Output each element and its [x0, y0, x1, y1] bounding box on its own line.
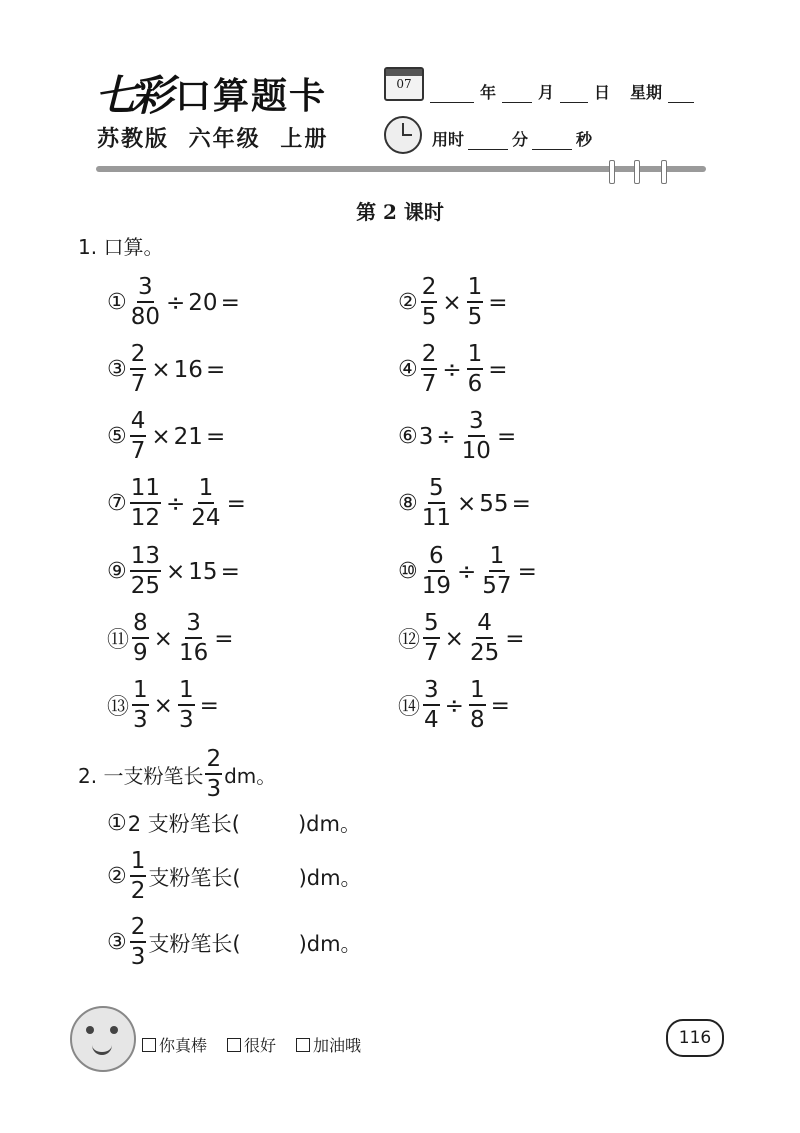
fraction: $\frac{3}{80}$	[130, 274, 161, 330]
answer-blank[interactable]	[240, 816, 298, 830]
fraction: $\frac{1}{57}$	[482, 543, 512, 599]
rating-option-great[interactable]: 你真棒	[142, 1033, 207, 1056]
clock-icon	[384, 116, 422, 154]
fraction: $\frac{13}{25}$	[130, 543, 161, 599]
calc-item: ⑤ $\frac{4}{7}$ × 21 =	[107, 408, 226, 464]
equals-sign: =	[488, 289, 508, 316]
checkbox-icon[interactable]	[142, 1038, 156, 1052]
fraction: $\frac{1}{3}$	[133, 677, 148, 733]
calc-item: ⑥ 3 ÷ $\frac{3}{10}$ =	[398, 408, 517, 464]
fraction: $\frac{1}{24}$	[191, 475, 221, 531]
question-2-3: ③ $\frac{2}{3}$ 支粉笔长( )dm。	[107, 914, 362, 970]
calc-item: ④ $\frac{2}{7}$ ÷ $\frac{1}{6}$ =	[398, 341, 508, 397]
fraction: $\frac{1}{3}$	[178, 677, 194, 733]
fraction: $\frac{11}{12}$	[130, 475, 161, 531]
minutes-blank[interactable]	[468, 135, 508, 150]
fraction: $\frac{2}{5}$	[421, 274, 437, 330]
month-blank[interactable]	[502, 88, 532, 103]
binder-ring-icon	[634, 160, 640, 184]
calc-item: ⑩ $\frac{6}{19}$ ÷ $\frac{1}{57}$ =	[398, 543, 537, 599]
equals-sign: =	[220, 558, 240, 585]
fraction: $\frac{1}{6}$	[467, 341, 483, 397]
answer-blank[interactable]	[241, 870, 299, 884]
fraction: $\frac{2}{7}$	[421, 341, 437, 397]
fraction: $\frac{4}{25}$	[469, 610, 500, 666]
equals-sign: =	[490, 692, 510, 719]
binder-ring-icon	[609, 160, 615, 184]
time-line: 用时 分 秒	[432, 130, 593, 149]
rating-option-good[interactable]: 很好	[227, 1033, 276, 1056]
equals-sign: =	[517, 558, 537, 585]
calc-item: ⑪ $\frac{8}{9}$ × $\frac{3}{16}$ =	[107, 610, 234, 666]
equals-sign: =	[205, 423, 226, 450]
equals-sign: =	[220, 289, 240, 316]
calc-item: ③ $\frac{2}{7}$ × 16 =	[107, 341, 226, 397]
page-number: 116	[666, 1019, 724, 1057]
rating-option-keep-going[interactable]: 加油哦	[296, 1033, 361, 1056]
day-blank[interactable]	[560, 88, 588, 103]
lesson-title: 第 2 课时	[356, 200, 444, 224]
question-2-1: ① 2 支粉笔长( )dm。	[107, 810, 361, 836]
calc-item: ② $\frac{2}{5}$ × $\frac{1}{5}$ =	[398, 274, 508, 330]
calc-item: ⑫ $\frac{5}{7}$ × $\frac{4}{25}$ =	[398, 610, 525, 666]
brand	[95, 66, 327, 120]
calc-item: ① $\frac{3}{80}$ ÷ 20 =	[107, 274, 240, 330]
mascot-icon	[70, 1006, 136, 1072]
edition-label: 苏教版 六年级 上册	[97, 127, 329, 152]
year-blank[interactable]	[430, 88, 474, 103]
brand-logo: 七彩	[95, 71, 168, 120]
fraction: $\frac{8}{9}$	[133, 610, 148, 666]
date-line: 年 月 日 星期	[430, 80, 694, 103]
fraction: $\frac{3}{4}$	[424, 677, 439, 733]
fraction: $\frac{4}{7}$	[130, 408, 146, 464]
brand-title: 口算题卡	[175, 75, 328, 117]
equals-sign: =	[214, 625, 234, 652]
calc-item: ⑭ $\frac{3}{4}$ ÷ $\frac{1}{8}$ =	[398, 677, 510, 733]
calc-item: ⑨ $\frac{13}{25}$ × 15 =	[107, 543, 240, 599]
fraction: $\frac{1}{5}$	[467, 274, 483, 330]
section-2-label: 2. 一支粉笔长 $\frac{2}{3}$ dm。	[78, 746, 277, 802]
binder-ring-icon	[661, 160, 667, 184]
calc-item: ⑧ $\frac{5}{11}$ × 55 =	[398, 475, 531, 531]
question-2-2: ② $\frac{1}{2}$ 支粉笔长( )dm。	[107, 848, 362, 904]
fraction: $\frac{2}{7}$	[130, 341, 146, 397]
fraction: $\frac{5}{11}$	[421, 475, 452, 531]
checkbox-icon[interactable]	[227, 1038, 241, 1052]
self-rating	[142, 1033, 361, 1056]
checkbox-icon[interactable]	[296, 1038, 310, 1052]
equals-sign: =	[488, 356, 508, 383]
section-1-label: 1. 口算。	[78, 235, 164, 259]
equals-sign: =	[511, 490, 531, 517]
calc-item: ⑦ $\frac{11}{12}$ ÷ $\frac{1}{24}$ =	[107, 475, 246, 531]
calendar-icon: 07	[384, 67, 424, 101]
equals-sign: =	[496, 423, 517, 450]
fraction: $\frac{3}{16}$	[178, 610, 209, 666]
fraction: $\frac{1}{8}$	[469, 677, 485, 733]
fraction: $\frac{5}{7}$	[424, 610, 439, 666]
answer-blank[interactable]	[241, 936, 299, 950]
fraction: $\frac{6}{19}$	[421, 543, 452, 599]
weekday-blank[interactable]	[668, 88, 694, 103]
fraction: $\frac{3}{10}$	[461, 408, 491, 464]
equals-sign: =	[226, 490, 246, 517]
equals-sign: =	[505, 625, 525, 652]
equals-sign: =	[199, 692, 219, 719]
seconds-blank[interactable]	[532, 135, 572, 150]
calc-item: ⑬ $\frac{1}{3}$ × $\frac{1}{3}$ =	[107, 677, 219, 733]
equals-sign: =	[205, 356, 226, 383]
